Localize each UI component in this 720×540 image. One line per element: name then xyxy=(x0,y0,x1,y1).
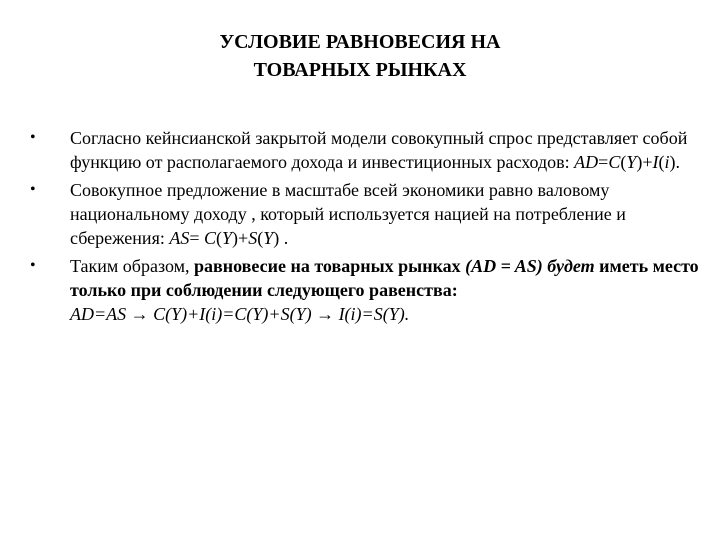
formula-c: C xyxy=(608,152,621,172)
bullet-2-text: Совокупное предложение в масштабе всей экономики равно валовому национальному доходу , который используется нацией на потребление и сбережения: xyxy=(70,180,626,248)
formula-paren: ( xyxy=(257,228,264,248)
bullet-1-text: Согласно кейнсианской закрытой модели совокупный спрос представляет собой функцию от располагаемого дохода и инвестиционных расходов: xyxy=(70,128,688,172)
formula-paren-end: ) . xyxy=(273,228,289,248)
bullet-3-text-plain: Таким образом, xyxy=(70,256,195,276)
bullet-3-text-bold-italic: (AD = AS) будет xyxy=(465,256,595,276)
formula-paren: ( xyxy=(620,152,627,172)
bullet-3-text-bold-2: иметь место только при соблюдении следующего равенства: xyxy=(70,256,699,300)
formula-paren-end: ). xyxy=(669,152,681,172)
formula-y: Y xyxy=(222,228,233,248)
formula-as: AS xyxy=(169,228,190,248)
bullet-list xyxy=(28,126,700,330)
formula-paren: ( xyxy=(658,152,665,172)
formula-ad: AD xyxy=(574,152,599,172)
formula-i: I xyxy=(652,152,659,172)
formula-equals: = xyxy=(598,152,609,172)
formula-paren: ( xyxy=(216,228,223,248)
formula-ii: i xyxy=(664,152,670,172)
bullet-item-1 xyxy=(28,126,700,174)
bullet-3-text-bold: равновесие на товарных рынках xyxy=(194,256,466,276)
equilibrium-equation: AD=AS → C(Y)+I(i)=C(Y)+S(Y) → I(i)=S(Y). xyxy=(70,304,410,324)
slide-title-line-2: ТОВАРНЫХ РЫНКАХ xyxy=(253,59,467,81)
formula-c: C xyxy=(204,228,217,248)
bullet-item-2 xyxy=(28,178,700,250)
bullet-icon: • xyxy=(30,181,36,198)
formula-y: Y xyxy=(263,228,274,248)
slide-title xyxy=(60,28,660,84)
slide-title-line-1: УСЛОВИЕ РАВНОВЕСИЯ НА xyxy=(219,31,501,53)
formula-paren-plus: )+ xyxy=(636,152,653,172)
bullet-icon: • xyxy=(30,129,36,146)
formula-paren-plus: )+ xyxy=(232,228,249,248)
formula-equals: = xyxy=(189,228,204,248)
formula-y: Y xyxy=(626,152,637,172)
bullet-icon: • xyxy=(30,257,36,274)
bullet-item-3 xyxy=(28,254,700,326)
formula-s: S xyxy=(248,228,258,248)
